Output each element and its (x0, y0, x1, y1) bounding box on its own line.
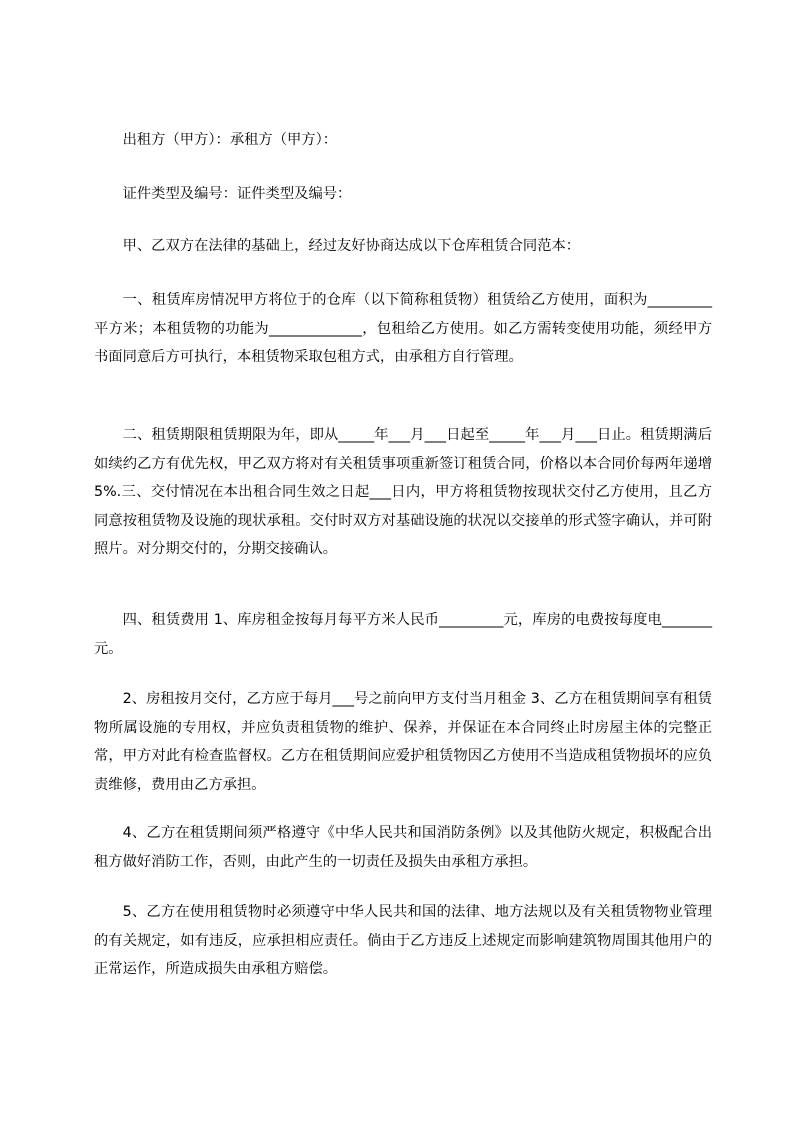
clause-fire-safety: 4、乙方在租赁期间须严格遵守《中华人民共和国消防条例》以及其他防火规定，积极配合出租方做好消防工作，否则，由此产生的一切责任及损失由承租方承担。 (94, 825, 712, 870)
clause-legal-compliance: 5、乙方在使用租赁物时必须遵守中华人民共和国的法律、地方法规以及有关租赁物物业管理的有关规定，如有违反，应承担相应责任。倘由于乙方违反上述规定而影响建筑物周围其他用户的正常运作，所造成损失由承租方赔偿。 (94, 904, 712, 978)
clause-1-premises: 一、租赁库房情况甲方将位于的仓库（以下简称租赁物）租赁给乙方使用，面积为_________平方米；本租赁物的功能为_____________，包租给乙方使用。如乙方需转变使用功能，须经甲方书面同意后方可执行，本租赁物采取包租方式，由承租方自行管理。 (94, 292, 712, 366)
contract-preamble: 甲、乙双方在法律的基础上，经过友好协商达成以下仓库租赁合同范本： (122, 238, 581, 254)
clause-2-3-term-delivery: 二、租赁期限租赁期限为年，即从_____年___月___日起至_____年___月___日止。租赁期满后如续约乙方有优先权，甲乙双方将对有关租赁事项重新签订租赁合同，价格以本合同价每两年递增5%.三、交付情况在本出租合同生效之日起___日内，甲方将租赁物按现状交付乙方使用，且乙方同意按租赁物及设施的现状承租。交付时双方对基础设施的状况以交接单的形式签字确认，并可附照片。对分期交付的，分期交接确认。 (94, 427, 712, 558)
clause-4-rent-fees: 四、租赁费用 1、库房租金按每月每平方米人民币_________元，库房的电费按每度电_______元。 (94, 612, 712, 657)
clause-rent-payment-maintenance: 2、房租按月交付，乙方应于每月___号之前向甲方支付当月租金 3、乙方在租赁期间享有租赁物所属设施的专用权，并应负责租赁物的维护、保养，并保证在本合同终止时房屋主体的完整正常，甲方对此有检查监督权。乙方在租赁期间应爱护租赁物因乙方使用不当造成租赁物损坏的应负责维修，费用由乙方承担。 (94, 691, 712, 793)
id-type-line: 证件类型及编号：证件类型及编号： (122, 186, 352, 202)
party-names-line: 出租方（甲方）：承租方（甲方）： (122, 132, 338, 148)
